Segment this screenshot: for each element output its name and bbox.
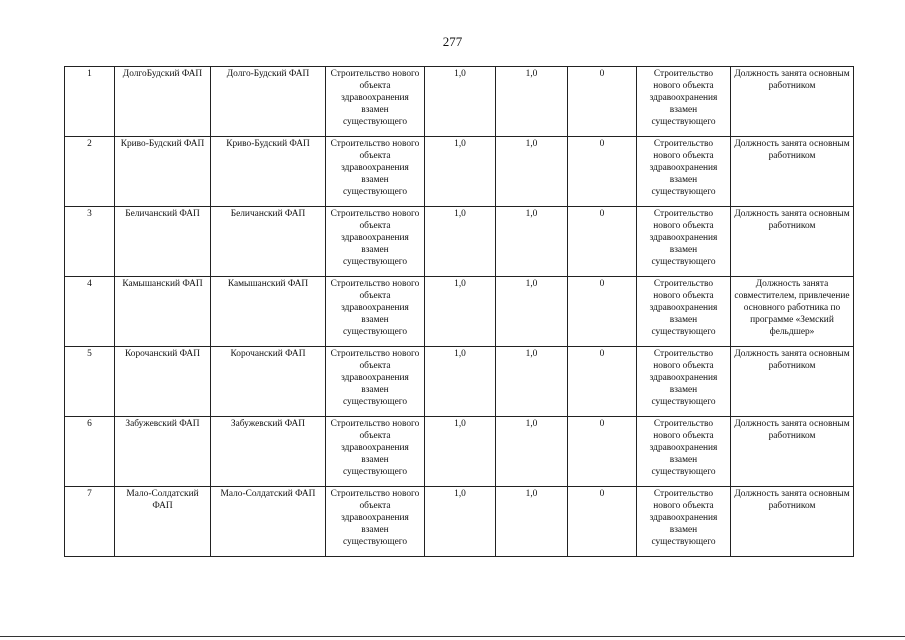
value-2-cell: 1,0 [496,347,568,417]
planned-measure-cell: Строительство нового объекта здравоохранения взамен существующего [326,277,425,347]
facility-name-cell: Долго-Будский ФАП [211,67,326,137]
table-row [65,207,854,277]
settlement-name-cell: Корочанский ФАП [115,347,211,417]
table-row [65,487,854,557]
planned-measure-cell: Строительство нового объекта здравоохранения взамен существующего [326,487,425,557]
settlement-name-cell: Мало-Солдатский ФАП [115,487,211,557]
value-1-cell: 1,0 [425,487,496,557]
table-row [65,347,854,417]
settlement-name-cell: Беличанский ФАП [115,207,211,277]
staffing-status-cell: Должность занята основным работником [731,207,854,277]
value-3-cell: 0 [568,487,637,557]
planned-measure-2-cell: Строительство нового объекта здравоохранения взамен существующего [637,487,731,557]
planned-measure-2-cell: Строительство нового объекта здравоохранения взамен существующего [637,417,731,487]
staffing-status-cell: Должность занята основным работником [731,67,854,137]
value-1-cell: 1,0 [425,207,496,277]
planned-measure-2-cell: Строительство нового объекта здравоохранения взамен существующего [637,137,731,207]
staffing-status-cell: Должность занята основным работником [731,417,854,487]
settlement-name-cell: ДолгоБудский ФАП [115,67,211,137]
planned-measure-cell: Строительство нового объекта здравоохранения взамен существующего [326,207,425,277]
planned-measure-2-cell: Строительство нового объекта здравоохранения взамен существующего [637,67,731,137]
page-number: 277 [442,34,463,49]
row-number-cell: 4 [65,277,115,347]
value-2-cell: 1,0 [496,277,568,347]
planned-measure-2-cell: Строительство нового объекта здравоохранения взамен существующего [637,277,731,347]
value-3-cell: 0 [568,207,637,277]
staffing-status-cell: Должность занята основным работником [731,137,854,207]
row-number-cell: 3 [65,207,115,277]
planned-measure-cell: Строительство нового объекта здравоохранения взамен существующего [326,347,425,417]
table-row [65,417,854,487]
settlement-name-cell: Камышанский ФАП [115,277,211,347]
facility-name-cell: Корочанский ФАП [211,347,326,417]
table-row [65,277,854,347]
planned-measure-cell: Строительство нового объекта здравоохранения взамен существующего [326,417,425,487]
table-row [65,137,854,207]
planned-measure-2-cell: Строительство нового объекта здравоохранения взамен существующего [637,207,731,277]
planned-measure-2-cell: Строительство нового объекта здравоохранения взамен существующего [637,347,731,417]
page-bottom-rule [0,636,905,637]
facility-name-cell: Беличанский ФАП [211,207,326,277]
row-number-cell: 2 [65,137,115,207]
settlement-name-cell: Забужевский ФАП [115,417,211,487]
settlement-name-cell: Криво-Будский ФАП [115,137,211,207]
value-3-cell: 0 [568,347,637,417]
staffing-status-cell: Должность занята основным работником [731,487,854,557]
value-2-cell: 1,0 [496,487,568,557]
value-1-cell: 1,0 [425,67,496,137]
table-row [65,67,854,137]
value-3-cell: 0 [568,137,637,207]
planned-measure-cell: Строительство нового объекта здравоохранения взамен существующего [326,67,425,137]
facility-name-cell: Камышанский ФАП [211,277,326,347]
value-3-cell: 0 [568,277,637,347]
row-number-cell: 7 [65,487,115,557]
facilities-table [64,66,854,557]
value-1-cell: 1,0 [425,417,496,487]
value-1-cell: 1,0 [425,277,496,347]
value-1-cell: 1,0 [425,347,496,417]
value-1-cell: 1,0 [425,137,496,207]
facility-name-cell: Мало-Солдатский ФАП [211,487,326,557]
value-2-cell: 1,0 [496,67,568,137]
value-2-cell: 1,0 [496,207,568,277]
value-3-cell: 0 [568,417,637,487]
row-number-cell: 1 [65,67,115,137]
value-2-cell: 1,0 [496,137,568,207]
row-number-cell: 6 [65,417,115,487]
staffing-status-cell: Должность занята основным работником [731,347,854,417]
planned-measure-cell: Строительство нового объекта здравоохранения взамен существующего [326,137,425,207]
value-2-cell: 1,0 [496,417,568,487]
value-3-cell: 0 [568,67,637,137]
facility-name-cell: Криво-Будский ФАП [211,137,326,207]
facility-name-cell: Забужевский ФАП [211,417,326,487]
row-number-cell: 5 [65,347,115,417]
staffing-status-cell: Должность занята совместителем, привлечение основного работника по программе «Земский фельдшер» [731,277,854,347]
